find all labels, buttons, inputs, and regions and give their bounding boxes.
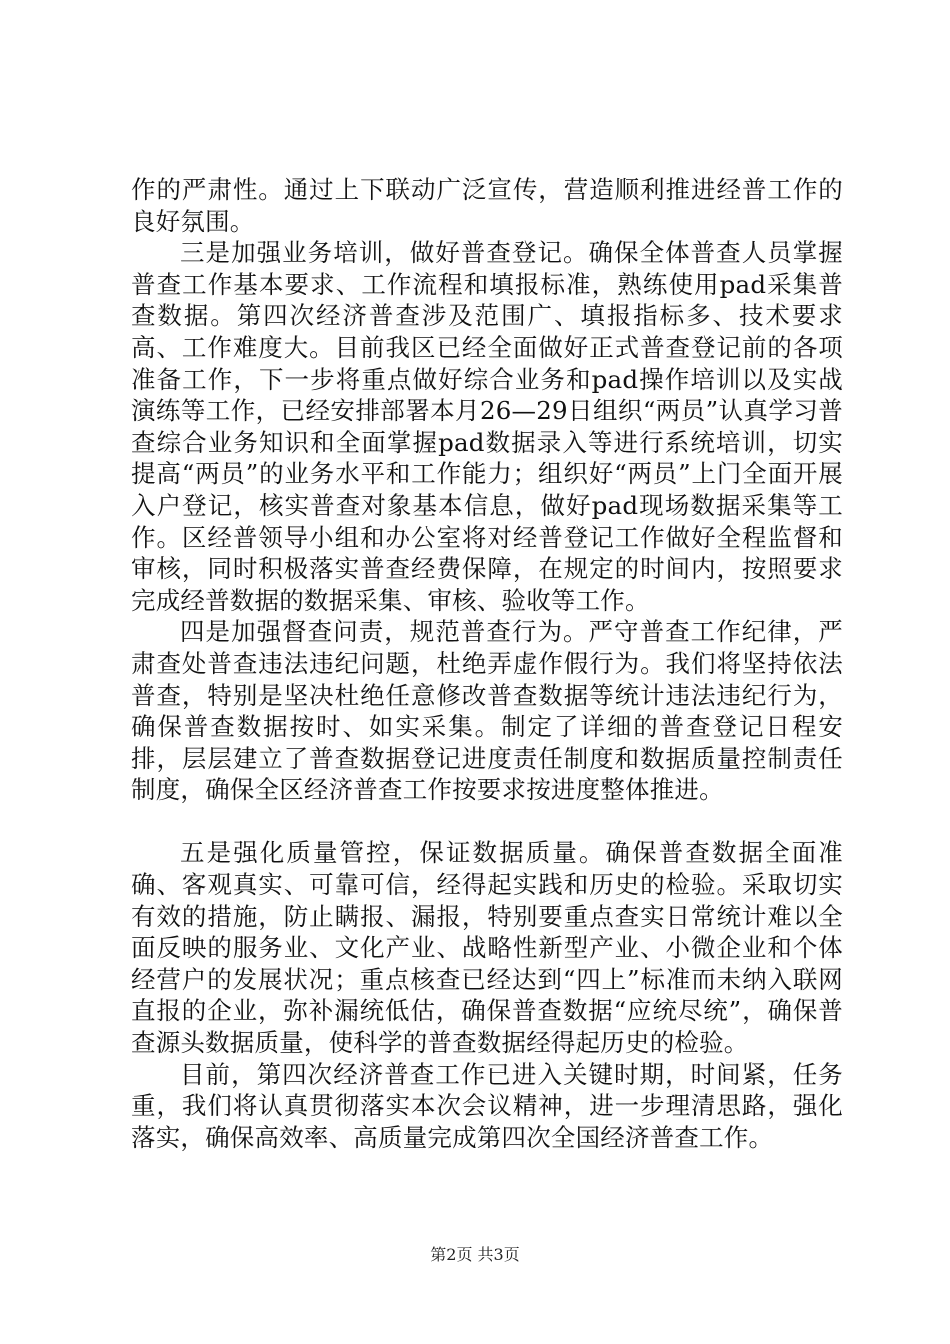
page-number-footer: 第2页 共3页 xyxy=(430,1245,520,1264)
paragraph-supervision: 四是加强督查问责，规范普查行为。严守普查工作纪律，严肃查处普查违法违纪问题，杜绝弄虚作假行为。我们将坚持依法普查，特别是坚决杜绝任意修改普查数据等统计违法违纪行为，确保普查数据按时、如实采集。制定了详细的普查登记日程安排，层层建立了普查数据登记进度责任制度和数据质量控制责任制度，确保全区经济普查工作按要求按进度整体推进。 xyxy=(131,617,843,805)
paragraph-conclusion: 目前，第四次经济普查工作已进入关键时期，时间紧，任务重，我们将认真贯彻落实本次会议精神，进一步理清思路，强化落实，确保高效率、高质量完成第四次全国经济普查工作。 xyxy=(131,1059,843,1152)
paragraph-quality-control: 五是强化质量管控，保证数据质量。确保普查数据全面准确、客观真实、可靠可信，经得起实践和历史的检验。采取切实有效的措施，防止瞒报、漏报，特别要重点查实日常统计难以全面反映的服务业、文化产业、战略性新型产业、小微企业和个体经营户的发展状况；重点核查已经达到“四上”标准而未纳入联网直报的企业，弥补漏统低估，确保普查数据“应统尽统”，确保普查源头数据质量，使科学的普查数据经得起历史的检验。 xyxy=(131,838,843,1058)
document-body xyxy=(131,174,843,1153)
paragraph-continuation: 作的严肃性。通过上下联动广泛宣传，营造顺利推进经普工作的良好氛围。 xyxy=(131,175,843,236)
paragraph-business-training: 三是加强业务培训，做好普查登记。确保全体普查人员掌握普查工作基本要求、工作流程和填报标准，熟练使用pad采集普查数据。第四次经济普查涉及范围广、填报指标多、技术要求高、工作难度大。目前我区已经全面做好正式普查登记前的各项准备工作，下一步将重点做好综合业务和pad操作培训以及实战演练等工作，已经安排部署本月26—29日组织“两员”认真学习普查综合业务知识和全面掌握pad数据录入等进行系统培训，切实提高“两员”的业务水平和工作能力；组织好“两员”上门全面开展入户登记，核实普查对象基本信息，做好pad现场数据采集等工作。区经普领导小组和办公室将对经普登记工作做好全程监督和审核，同时积极落实普查经费保障，在规定的时间内，按照要求完成经普数据的数据采集、审核、验收等工作。 xyxy=(131,238,843,615)
